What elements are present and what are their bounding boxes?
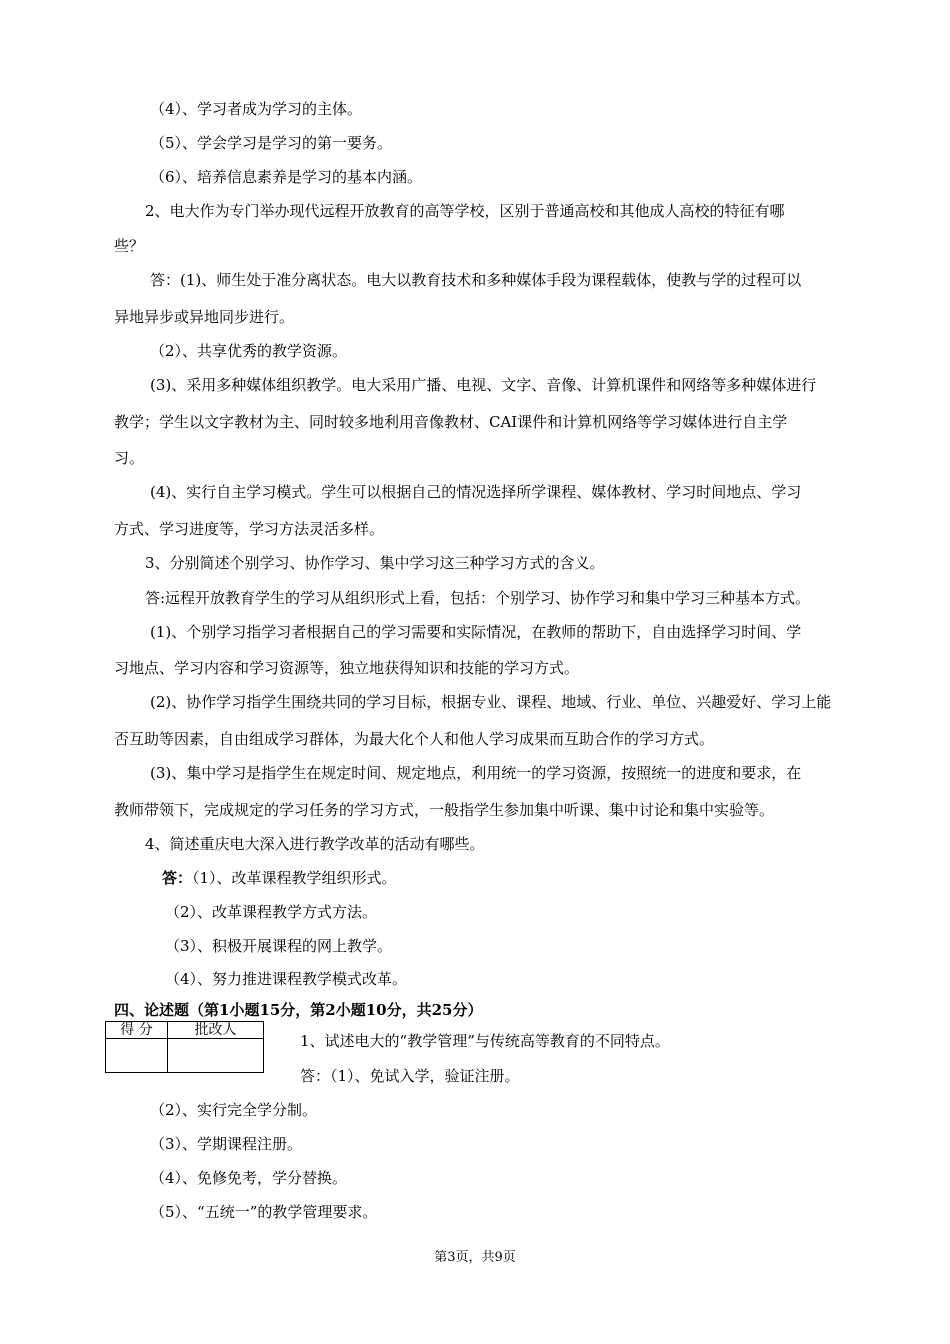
- text-line: （3）、积极开展课程的网上教学。: [165, 937, 393, 955]
- text-line: （2）、实行完全学分制。: [150, 1101, 318, 1119]
- text-line: 习地点、学习内容和学习资源等，独立地获得知识和技能的学习方式。: [114, 659, 580, 677]
- text-line: （2）、改革课程教学方式方法。: [165, 903, 378, 921]
- answer-line: [162, 868, 397, 888]
- text-line: （4）、学习者成为学习的主体。: [150, 100, 363, 118]
- answer-label: 答：: [162, 869, 193, 887]
- text-line: （5）、“五统一”的教学管理要求。: [150, 1203, 378, 1221]
- text-line: 习。: [114, 449, 145, 467]
- text-line: 否互助等因素，自由组成学习群体，为最大化个人和他人学习成果而互助合作的学习方式。: [114, 730, 715, 748]
- score-table: [105, 1021, 264, 1073]
- text-line: 1、试述电大的“教学管理”与传统高等教育的不同特点。: [300, 1032, 670, 1050]
- text-line: （6）、培养信息素养是学习的基本内涵。: [150, 168, 423, 186]
- text-line: (3)、集中学习是指学生在规定时间、规定地点，利用统一的学习资源，按照统一的进度和要求，在: [150, 764, 802, 782]
- text-line: （2）、共享优秀的教学资源。: [150, 342, 348, 360]
- text-line: 方式、学习进度等，学习方法灵活多样。: [114, 520, 385, 538]
- text-line: (1)、个别学习指学习者根据自己的学习需要和实际情况，在教师的帮助下，自由选择学习时间、学: [150, 623, 802, 641]
- text-line: （3）、学期课程注册。: [150, 1135, 303, 1153]
- text-line: （1）、改革课程教学组织形式。: [192, 869, 397, 887]
- grader-header: 批改人: [168, 1022, 264, 1039]
- text-line: （4）、努力推进课程教学模式改革。: [165, 970, 408, 988]
- text-line: 些？: [114, 237, 145, 255]
- text-line: 教师带领下，完成规定的学习任务的学习方式，一般指学生参加集中听课、集中讨论和集中实验等。: [114, 801, 775, 819]
- text-line: 2、电大作为专门举办现代远程开放教育的高等学校，区别于普通高校和其他成人高校的特征有哪: [145, 202, 785, 220]
- text-line: 答:远程开放教育学生的学习从组织形式上看，包括：个别学习、协作学习和集中学习三种基本方式。: [145, 589, 811, 607]
- text-line: 答：(1)、师生处于准分离状态。电大以教育技术和多种媒体手段为课程载体，使教与学的过程可以: [150, 271, 802, 289]
- text-line: (4)、实行自主学习模式。学生可以根据自己的情况选择所学课程、媒体教材、学习时间地点、学习: [150, 483, 802, 501]
- text-line: 答：（1）、免试入学，验证注册。: [300, 1067, 520, 1085]
- text-line: 3、分别简述个别学习、协作学习、集中学习这三种学习方式的含义。: [145, 554, 605, 572]
- score-cell: [106, 1039, 168, 1073]
- grader-cell: [168, 1039, 264, 1073]
- page-footer: 第3页，共9页: [434, 1250, 516, 1265]
- section-heading: 四、论述题（第1小题15分，第2小题10分，共25分）: [114, 1001, 483, 1019]
- text-line: （5）、学会学习是学习的第一要务。: [150, 134, 393, 152]
- text-line: 教学；学生以文字教材为主、同时较多地利用音像教材、CAI课件和计算机网络等学习媒体进行自主学: [114, 413, 788, 431]
- text-line: 异地异步或异地同步进行。: [114, 308, 295, 326]
- text-line: （4）、免修免考，学分替换。: [150, 1169, 348, 1187]
- text-line: 4、简述重庆电大深入进行教学改革的活动有哪些。: [145, 835, 485, 853]
- text-line: (2)、协作学习指学生围绕共同的学习目标，根据专业、课程、地域、行业、单位、兴趣爱好、学习上能: [150, 693, 832, 711]
- text-line: (3)、采用多种媒体组织教学。电大采用广播、电视、文字、音像、计算机课件和网络等多种媒体进行: [150, 376, 817, 394]
- score-header: 得 分: [106, 1022, 168, 1039]
